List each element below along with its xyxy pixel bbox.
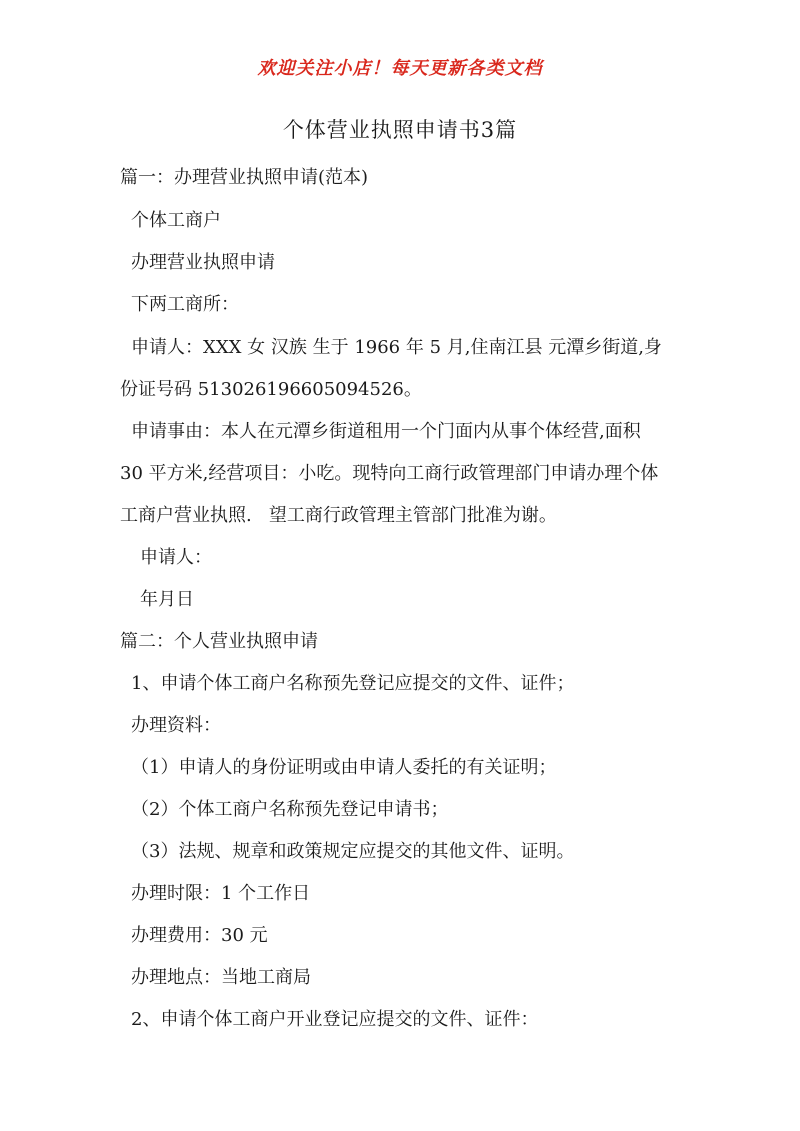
promo-banner: 欢迎关注小店！每天更新各类文档 [257, 58, 543, 79]
paragraph-line: 工商户营业执照. 望工商行政管理主管部门批准为谢。 [120, 505, 557, 526]
paragraph-line: 办理地点：当地工商局 [131, 967, 311, 988]
signature-label: 申请人： [140, 547, 212, 568]
document-title: 个体营业执照申请书3篇 [282, 118, 518, 142]
paragraph-line: 办理时限：1 个工作日 [131, 883, 311, 904]
paragraph-line: 下两工商所： [131, 294, 239, 315]
paragraph-line: 办理营业执照申请 [131, 252, 275, 273]
list-item: （2）个体工商户名称预先登记申请书； [131, 799, 449, 820]
date-label: 年月日 [140, 589, 194, 610]
list-item: （3）法规、规章和政策规定应提交的其他文件、证明。 [131, 841, 575, 862]
paragraph-line: 申请事由：本人在元潭乡街道租用一个门面内从事个体经营,面积 [131, 421, 641, 442]
paragraph-line: 办理资料： [131, 715, 221, 736]
list-item: （1）申请人的身份证明或由申请人委托的有关证明； [131, 757, 557, 778]
paragraph-line: 个体工商户 [131, 210, 221, 231]
paragraph-line: 2、申请个体工商户开业登记应提交的文件、证件： [131, 1009, 539, 1030]
section-heading-2: 篇二：个人营业执照申请 [120, 631, 318, 652]
paragraph-line: 1、申请个体工商户名称预先登记应提交的文件、证件； [131, 673, 575, 694]
section-heading-1: 篇一：办理营业执照申请(范本) [120, 167, 369, 188]
paragraph-line: 30 平方米,经营项目：小吃。现特向工商行政管理部门申请办理个体 [120, 463, 659, 484]
paragraph-line: 份证号码 513026196605094526。 [120, 379, 422, 400]
paragraph-line: 申请人：XXX 女 汉族 生于 1966 年 5 月,住南江县 元潭乡街道,身 [131, 337, 662, 358]
paragraph-line: 办理费用：30 元 [131, 925, 268, 946]
